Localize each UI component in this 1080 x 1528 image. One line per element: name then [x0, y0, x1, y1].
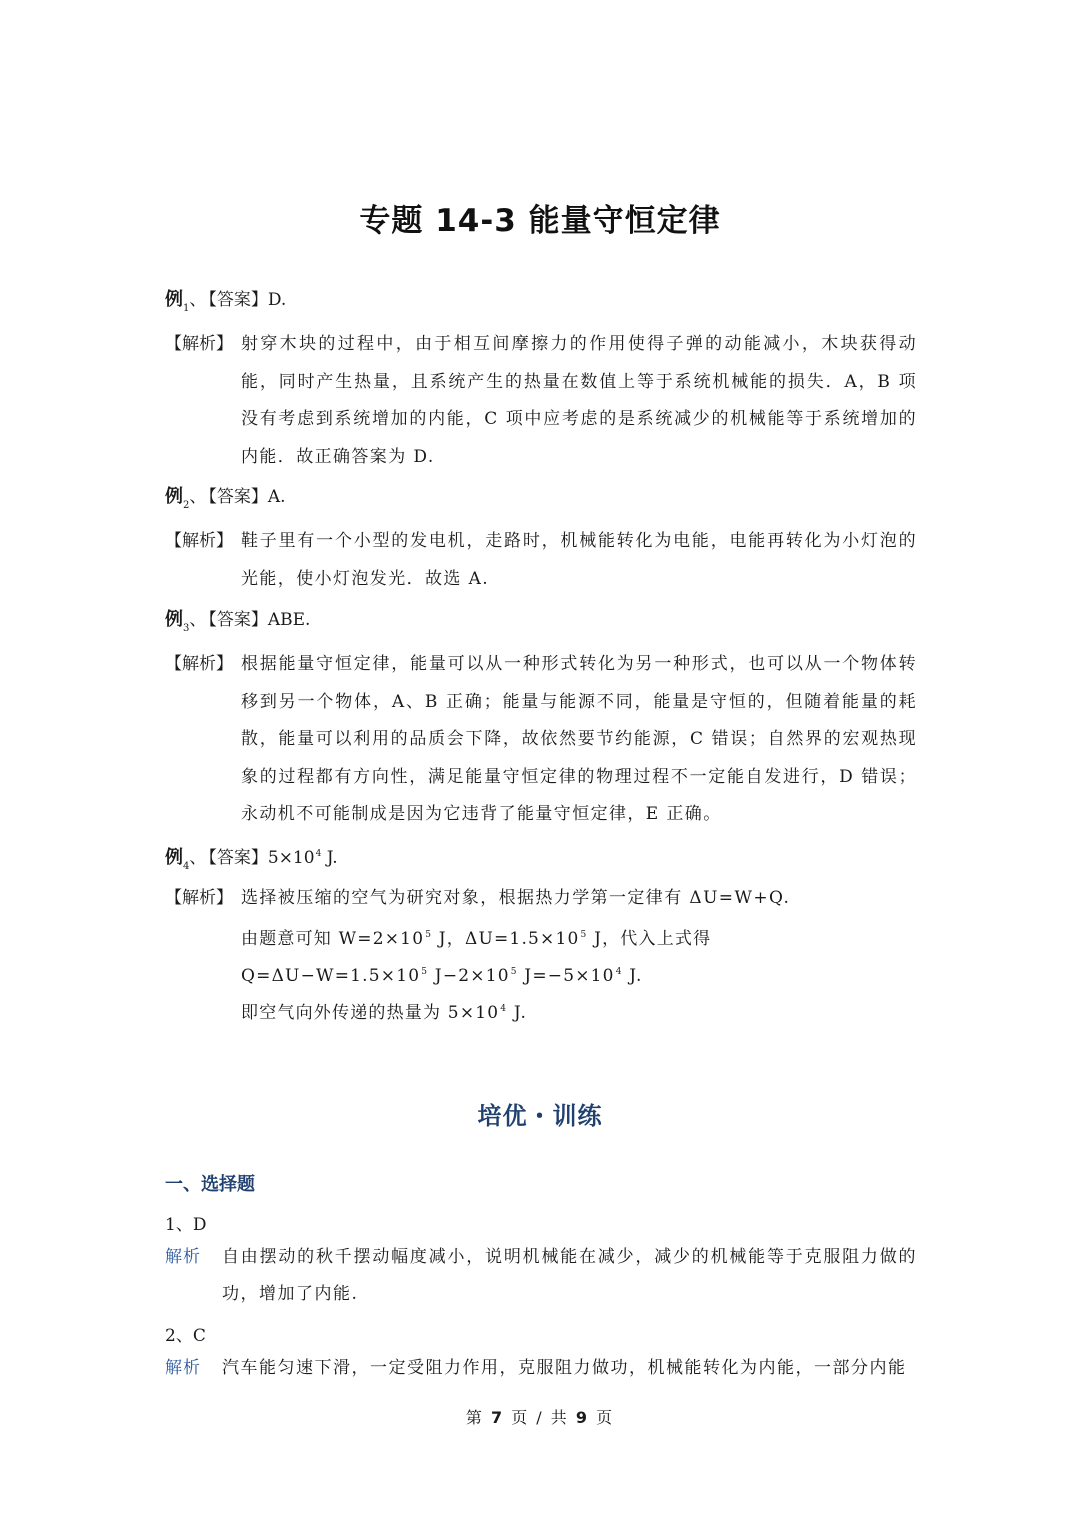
analysis-text: 根据能量守恒定律，能量可以从一种形式转化为另一种形式，也可以从一个物体转移到另一个物体，A、B 正确；能量与能源不同，能量是守恒的，但随着能量的耗散，能量可以利用的品质会下降，故依然要节约能源，C 错误；自然界的宏观热现象的过程都有方向性，满足能量守恒定律的物理过程不一定能自发进行，D 错误；永动机不可能制成是因为它违背了能量守恒定律，E 正确。: [241, 654, 917, 824]
example-number: 1: [183, 303, 190, 314]
eq-part: J.: [622, 966, 643, 986]
exponent: 5: [510, 967, 518, 977]
exponent: 4: [315, 849, 322, 859]
example-1-header: [165, 288, 286, 312]
eq-part: 由题意可知 W=2×10: [241, 929, 425, 949]
example-number: 2: [183, 500, 190, 511]
equation-line-3: [241, 991, 527, 1033]
example-2-analysis: [165, 523, 917, 598]
analysis-text: 选择被压缩的空气为研究对象，根据热力学第一定律有 ΔU=W+Q.: [241, 888, 791, 908]
total-pages: 9: [575, 1408, 590, 1427]
separator: 、: [189, 290, 207, 310]
answer-tag: 【答案】: [208, 610, 268, 630]
analysis-tag: 【解析】: [165, 531, 233, 551]
footer-prefix: 第: [465, 1408, 491, 1427]
example-number: 3: [183, 623, 190, 634]
question-1-number: 1、D: [165, 1215, 207, 1235]
example-label: 例: [165, 847, 183, 868]
page-title: 专题 14-3 能量守恒定律: [359, 203, 721, 239]
eq-part: 即空气向外传递的热量为 5×10: [241, 1003, 500, 1023]
example-1-analysis: [165, 326, 917, 476]
separator: 、: [189, 610, 207, 630]
answer-value: 5×10: [267, 848, 315, 868]
example-4-analysis: [165, 880, 917, 918]
example-label: 例: [165, 609, 183, 630]
analysis-label: 解析: [165, 1247, 201, 1267]
exponent: 4: [615, 967, 623, 977]
example-number: 4: [183, 861, 190, 872]
example-label: 例: [165, 289, 183, 310]
eq-part: J，ΔU=1.5×10: [432, 929, 580, 949]
answer-tag: 【答案】: [208, 487, 268, 507]
analysis-label: 解析: [165, 1358, 201, 1378]
answer-unit: J.: [321, 848, 338, 868]
question-1-analysis: [165, 1239, 917, 1313]
eq-part: Q=ΔU−W=1.5×10: [241, 966, 421, 986]
analysis-text: 自由摆动的秋千摆动幅度减小，说明机械能在减少，减少的机械能等于克服阻力做的功，增加了内能.: [222, 1247, 917, 1304]
analysis-text: 射穿木块的过程中，由于相互间摩擦力的作用使得子弹的动能减小，木块获得动能，同时产生热量，且系统产生的热量在数值上等于系统机械能的损失．A，B 项没有考虑到系统增加的内能，C 项中应考虑的是系统减少的机械能等于系统增加的内能．故正确答案为 D.: [241, 334, 917, 467]
section-heading: 培优・训练: [477, 1102, 603, 1130]
example-4-header: [165, 842, 338, 872]
example-3-analysis: [165, 646, 917, 834]
exponent: 5: [421, 967, 429, 977]
footer-suffix: 页: [589, 1408, 615, 1427]
analysis-tag: 【解析】: [165, 334, 233, 354]
question-2-analysis: [165, 1350, 917, 1387]
question-2-number: 2、C: [165, 1326, 206, 1346]
equation-line-2: [241, 954, 643, 996]
page-footer: [0, 1405, 1080, 1428]
exponent: 4: [500, 1004, 508, 1014]
separator: 、: [189, 848, 207, 868]
exponent: 5: [425, 930, 433, 940]
example-3-header: [165, 608, 310, 632]
eq-part: J−2×10: [428, 966, 510, 986]
answer-tag: 【答案】: [208, 290, 268, 310]
example-label: 例: [165, 486, 183, 507]
analysis-tag: 【解析】: [165, 654, 233, 674]
analysis-text: 汽车能匀速下滑，一定受阻力作用，克服阻力做功，机械能转化为内能，一部分内能: [222, 1358, 907, 1378]
answer-value: ABE.: [267, 610, 311, 630]
answer-tag: 【答案】: [208, 848, 268, 868]
equation-line-1: [241, 917, 711, 959]
footer-mid: 页 / 共: [504, 1408, 576, 1427]
subsection-heading: 一、选择题: [165, 1174, 255, 1195]
eq-part: J，代入上式得: [587, 929, 712, 949]
example-2-header: [165, 485, 286, 509]
separator: 、: [189, 487, 207, 507]
current-page: 7: [490, 1408, 505, 1427]
exponent: 5: [580, 930, 588, 940]
answer-value: D.: [267, 290, 287, 310]
analysis-text: 鞋子里有一个小型的发电机，走路时，机械能转化为电能，电能再转化为小灯泡的光能，使小灯泡发光．故选 A.: [241, 531, 917, 589]
eq-part: J.: [507, 1003, 528, 1023]
answer-value: A.: [267, 487, 286, 507]
analysis-tag: 【解析】: [165, 888, 233, 908]
eq-part: J=−5×10: [517, 966, 615, 986]
